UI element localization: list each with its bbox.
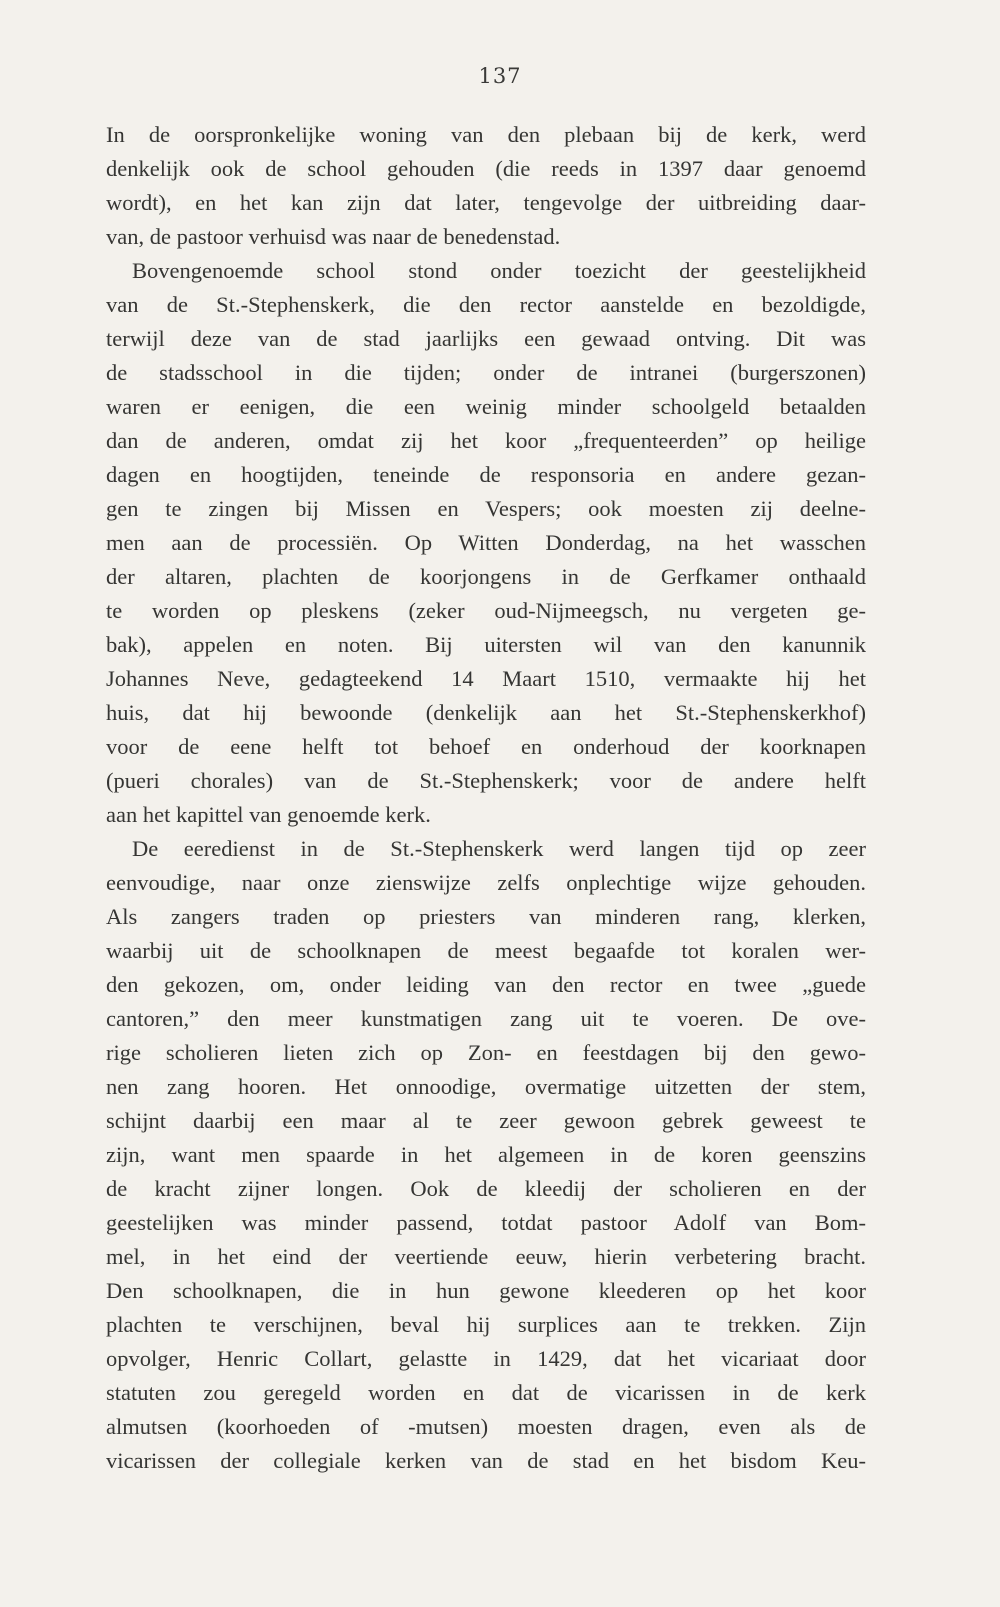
text-line: bak), appelen en noten. Bij uitersten wil van den kanunnik xyxy=(106,632,866,657)
text-line: Den schoolknapen, die in hun gewone kleederen op het koor xyxy=(106,1278,866,1303)
text-line: dan de anderen, omdat zij het koor „frequenteerden” op heilige xyxy=(106,428,866,453)
text-line: almutsen (koorhoeden of -mutsen) moesten dragen, even als de xyxy=(106,1414,866,1439)
body-text xyxy=(106,118,866,1478)
text-line: terwijl deze van de stad jaarlijks een gewaad ontving. Dit was xyxy=(106,326,866,351)
paragraph-1 xyxy=(106,118,866,254)
text-line: men aan de processiën. Op Witten Donderdag, na het wasschen xyxy=(106,530,866,555)
text-line: Bovengenoemde school stond onder toezicht der geestelijkheid xyxy=(132,258,866,283)
text-line: zijn, want men spaarde in het algemeen in de koren geenszins xyxy=(106,1142,866,1167)
text-line: Als zangers traden op priesters van minderen rang, klerken, xyxy=(106,904,866,929)
text-line: mel, in het eind der veertiende eeuw, hierin verbetering bracht. xyxy=(106,1244,866,1269)
paragraph-3 xyxy=(106,832,866,1478)
text-line: der altaren, plachten de koorjongens in de Gerfkamer onthaald xyxy=(106,564,866,589)
text-line: gen te zingen bij Missen en Vespers; ook moesten zij deelne- xyxy=(106,496,866,521)
text-line: wordt), en het kan zijn dat later, tengevolge der uitbreiding daar- xyxy=(106,190,866,215)
text-line: dagen en hoogtijden, teneinde de responsoria en andere gezan- xyxy=(106,462,866,487)
text-line: schijnt daarbij een maar al te zeer gewoon gebrek geweest te xyxy=(106,1108,866,1133)
text-line: waarbij uit de schoolknapen de meest begaafde tot koralen wer- xyxy=(106,938,866,963)
text-line: vicarissen der collegiale kerken van de stad en het bisdom Keu- xyxy=(106,1448,866,1473)
text-line: van, de pastoor verhuisd was naar de benedenstad. xyxy=(106,224,561,249)
text-line: statuten zou geregeld worden en dat de vicarissen in de kerk xyxy=(106,1380,866,1405)
paragraph-2 xyxy=(106,254,866,832)
text-line: waren er eenigen, die een weinig minder schoolgeld betaalden xyxy=(106,394,866,419)
text-line: denkelijk ook de school gehouden (die reeds in 1397 daar genoemd xyxy=(106,156,866,181)
text-line: de kracht zijner longen. Ook de kleedij der scholieren en der xyxy=(106,1176,866,1201)
text-line: (pueri chorales) van de St.-Stephenskerk; voor de andere helft xyxy=(106,768,866,793)
text-line: te worden op pleskens (zeker oud-Nijmeegsch, nu vergeten ge- xyxy=(106,598,866,623)
text-line: plachten te verschijnen, beval hij surplices aan te trekken. Zijn xyxy=(106,1312,866,1337)
text-line: voor de eene helft tot behoef en onderhoud der koorknapen xyxy=(106,734,866,759)
text-line: nen zang hooren. Het onnoodige, overmatige uitzetten der stem, xyxy=(106,1074,866,1099)
text-line: den gekozen, om, onder leiding van den rector en twee „guede xyxy=(106,972,866,997)
text-line: De eeredienst in de St.-Stephenskerk werd langen tijd op zeer xyxy=(132,836,866,861)
text-line: huis, dat hij bewoonde (denkelijk aan het St.-Stephenskerkhof) xyxy=(106,700,866,725)
text-line: de stadsschool in die tijden; onder de intranei (burgerszonen) xyxy=(106,360,866,385)
text-line: eenvoudige, naar onze zienswijze zelfs onplechtige wijze gehouden. xyxy=(106,870,866,895)
text-line: cantoren,” den meer kunstmatigen zang uit te voeren. De ove- xyxy=(106,1006,866,1031)
text-line: opvolger, Henric Collart, gelastte in 1429, dat het vicariaat door xyxy=(106,1346,866,1371)
text-line: van de St.-Stephenskerk, die den rector aanstelde en bezoldigde, xyxy=(106,292,866,317)
text-line: rige scholieren lieten zich op Zon- en feestdagen bij den gewo- xyxy=(106,1040,866,1065)
text-line: aan het kapittel van genoemde kerk. xyxy=(106,802,431,827)
text-line: Johannes Neve, gedagteekend 14 Maart 1510, vermaakte hij het xyxy=(106,666,866,691)
text-line: In de oorspronkelijke woning van den plebaan bij de kerk, werd xyxy=(106,122,866,147)
text-line: geestelijken was minder passend, totdat pastoor Adolf van Bom- xyxy=(106,1210,866,1235)
page-number: 137 xyxy=(478,64,522,88)
